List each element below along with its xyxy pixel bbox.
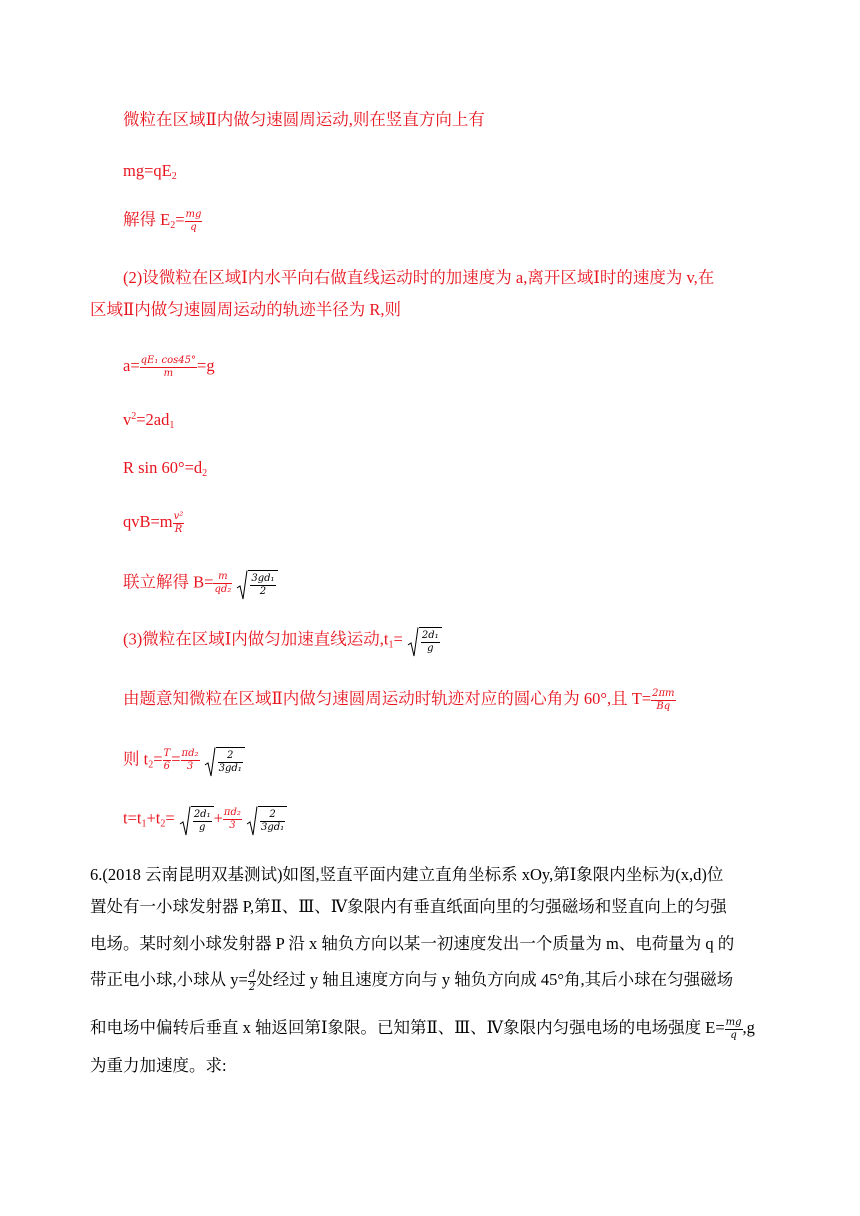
fraction-denominator: m	[163, 367, 174, 379]
equation-t-total	[123, 806, 287, 834]
problem-line-5	[90, 1016, 755, 1042]
solution-line-5: 区域Ⅱ内做匀速圆周运动的轨迹半径为 R,则	[90, 300, 401, 319]
fraction-denominator: 3	[186, 761, 194, 773]
eq-equals: =	[175, 210, 185, 229]
square-root	[407, 627, 442, 655]
eq-plus: +	[213, 808, 223, 828]
eq-text: 由题意知微粒在区域Ⅱ内做匀速圆周运动时轨迹对应的圆心角为 60°,且 T=	[123, 689, 652, 708]
fraction-numerator: d	[248, 968, 256, 980]
problem-line-6: 为重力加速度。求:	[90, 1056, 227, 1075]
text-part-b: 处经过 y 轴且速度方向与 y 轴负方向成 45°角,其后小球在匀强磁场	[256, 970, 734, 989]
square-root	[204, 747, 245, 775]
fraction-numerator: m	[213, 571, 232, 584]
fraction-numerator: v²	[173, 510, 184, 522]
eq-equals: =	[171, 749, 181, 769]
eq-prefix: 联立解得 B=	[123, 572, 214, 592]
fraction-numerator: πd₂	[181, 748, 199, 760]
fraction-denominator: 2	[259, 585, 267, 597]
fraction	[248, 969, 256, 994]
fraction	[140, 355, 197, 380]
equation-qvB	[123, 510, 184, 536]
fraction	[173, 511, 185, 536]
fraction-denominator: 3	[229, 820, 236, 832]
fraction-denominator: 2	[248, 981, 256, 993]
eq-part-a: v	[123, 410, 132, 429]
fraction-denominator: R	[174, 523, 183, 535]
fraction-denominator: q	[730, 1029, 737, 1041]
fraction-numerator: 2	[260, 809, 285, 822]
fraction-denominator: g	[427, 642, 434, 654]
fraction	[651, 688, 675, 713]
fraction-denominator: qd₂	[214, 584, 232, 596]
equation-v-squared	[123, 408, 174, 432]
radical-sign-icon	[204, 747, 216, 777]
fraction-numerator: πd₂	[223, 807, 241, 819]
eq-subscript: 1	[169, 420, 175, 431]
eq-prefix: a=	[123, 356, 140, 375]
eq-lhs: mg=qE	[123, 161, 172, 180]
eq-equals: =	[153, 749, 163, 769]
equation-period-T	[123, 687, 676, 713]
problem-line-4	[90, 968, 733, 994]
eq-equals: =	[165, 808, 175, 828]
fraction-denominator: 3gd₁	[218, 762, 242, 774]
eq-prefix: 解得 E	[123, 210, 171, 229]
text-part-a: 和电场中偏转后垂直 x 轴返回第Ⅰ象限。已知第Ⅱ、Ⅲ、Ⅳ象限内匀强电场的电场强度 E=	[90, 1018, 725, 1037]
fraction	[421, 630, 440, 655]
fraction-denominator: g	[199, 821, 206, 833]
square-root	[236, 570, 277, 598]
fraction	[163, 748, 172, 773]
fraction-numerator: mg	[725, 1016, 742, 1028]
radical-sign-icon	[179, 806, 191, 836]
fraction-numerator: qE₁ cos45°	[140, 354, 197, 366]
text-part-a: 带正电小球,小球从 y=	[90, 970, 248, 989]
problem-line-3: 电场。某时刻小球发射器 P 沿 x 轴负方向以某一初速度发出一个质量为 m、电荷量为 q 的	[90, 934, 735, 953]
eq-mid: +t	[146, 808, 161, 828]
equation-E2-result	[123, 208, 202, 234]
fraction-numerator: 2πm	[652, 687, 675, 699]
eq-prefix: 则 t	[123, 749, 149, 769]
eq-subscript: 2	[202, 468, 208, 479]
radical-sign-icon	[246, 806, 258, 836]
fraction	[218, 750, 243, 775]
eq-prefix: t=t	[123, 808, 142, 828]
fraction-numerator: 2	[218, 750, 243, 763]
eq-subscript: 2	[160, 818, 166, 830]
equation-acceleration	[123, 354, 215, 380]
eq-subscript: 2	[148, 759, 154, 771]
fraction	[213, 571, 232, 596]
square-root	[179, 806, 214, 834]
problem-line-1: 6.(2018 云南昆明双基测试)如图,竖直平面内建立直角坐标系 xOy,第Ⅰ象限内坐标为(x,d)位	[90, 865, 724, 884]
eq-prefix: (3)微粒在区域Ⅰ内做匀加速直线运动,t	[123, 629, 389, 649]
eq-prefix: qvB=m	[123, 512, 173, 531]
eq-equals: =	[393, 629, 403, 649]
equation-t2	[123, 747, 245, 775]
fraction-numerator: T	[163, 748, 171, 760]
fraction	[181, 748, 200, 773]
fraction	[193, 809, 212, 834]
eq-subscript: 2	[171, 171, 177, 182]
equation-B-result	[123, 570, 278, 598]
solution-line-1: 微粒在区域Ⅱ内做匀速圆周运动,则在竖直方向上有	[123, 110, 485, 129]
fraction-numerator: 2d₁	[421, 629, 439, 641]
eq-text: R sin 60°=d	[123, 458, 203, 477]
equation-R-sin60	[123, 456, 207, 480]
fraction	[223, 807, 242, 832]
radical-sign-icon	[236, 570, 248, 600]
square-root	[246, 806, 287, 834]
fraction-numerator: 3gd₁	[251, 572, 275, 584]
fraction	[260, 809, 285, 834]
eq-superscript: 2	[131, 411, 137, 422]
fraction-denominator: Bq	[656, 700, 671, 712]
fraction	[725, 1017, 743, 1042]
fraction-denominator: q	[190, 221, 197, 233]
solution-line-4: (2)设微粒在区域Ⅰ内水平向右做直线运动时的加速度为 a,离开区域Ⅰ时的速度为 v,在	[123, 268, 715, 287]
fraction-denominator: 6	[163, 761, 171, 773]
fraction-numerator: mg	[185, 208, 202, 220]
fraction	[185, 209, 203, 234]
eq-subscript: 1	[141, 818, 147, 830]
fraction-denominator: 3gd₁	[261, 821, 285, 833]
eq-subscript: 1	[388, 639, 394, 651]
problem-line-2: 置处有一小球发射器 P,第Ⅱ、Ⅲ、Ⅳ象限内有垂直纸面向里的匀强磁场和竖直向上的匀强	[90, 897, 727, 916]
equation-mg-qE2	[123, 159, 177, 183]
eq-subscript: 2	[170, 220, 176, 231]
fraction-numerator: 2d₁	[193, 808, 211, 820]
radical-sign-icon	[407, 627, 419, 657]
eq-part-b: =2ad	[136, 410, 170, 429]
equation-t1	[123, 627, 442, 655]
text-part-b: ,g	[742, 1018, 755, 1037]
eq-suffix: =g	[197, 356, 215, 375]
fraction	[250, 573, 275, 598]
